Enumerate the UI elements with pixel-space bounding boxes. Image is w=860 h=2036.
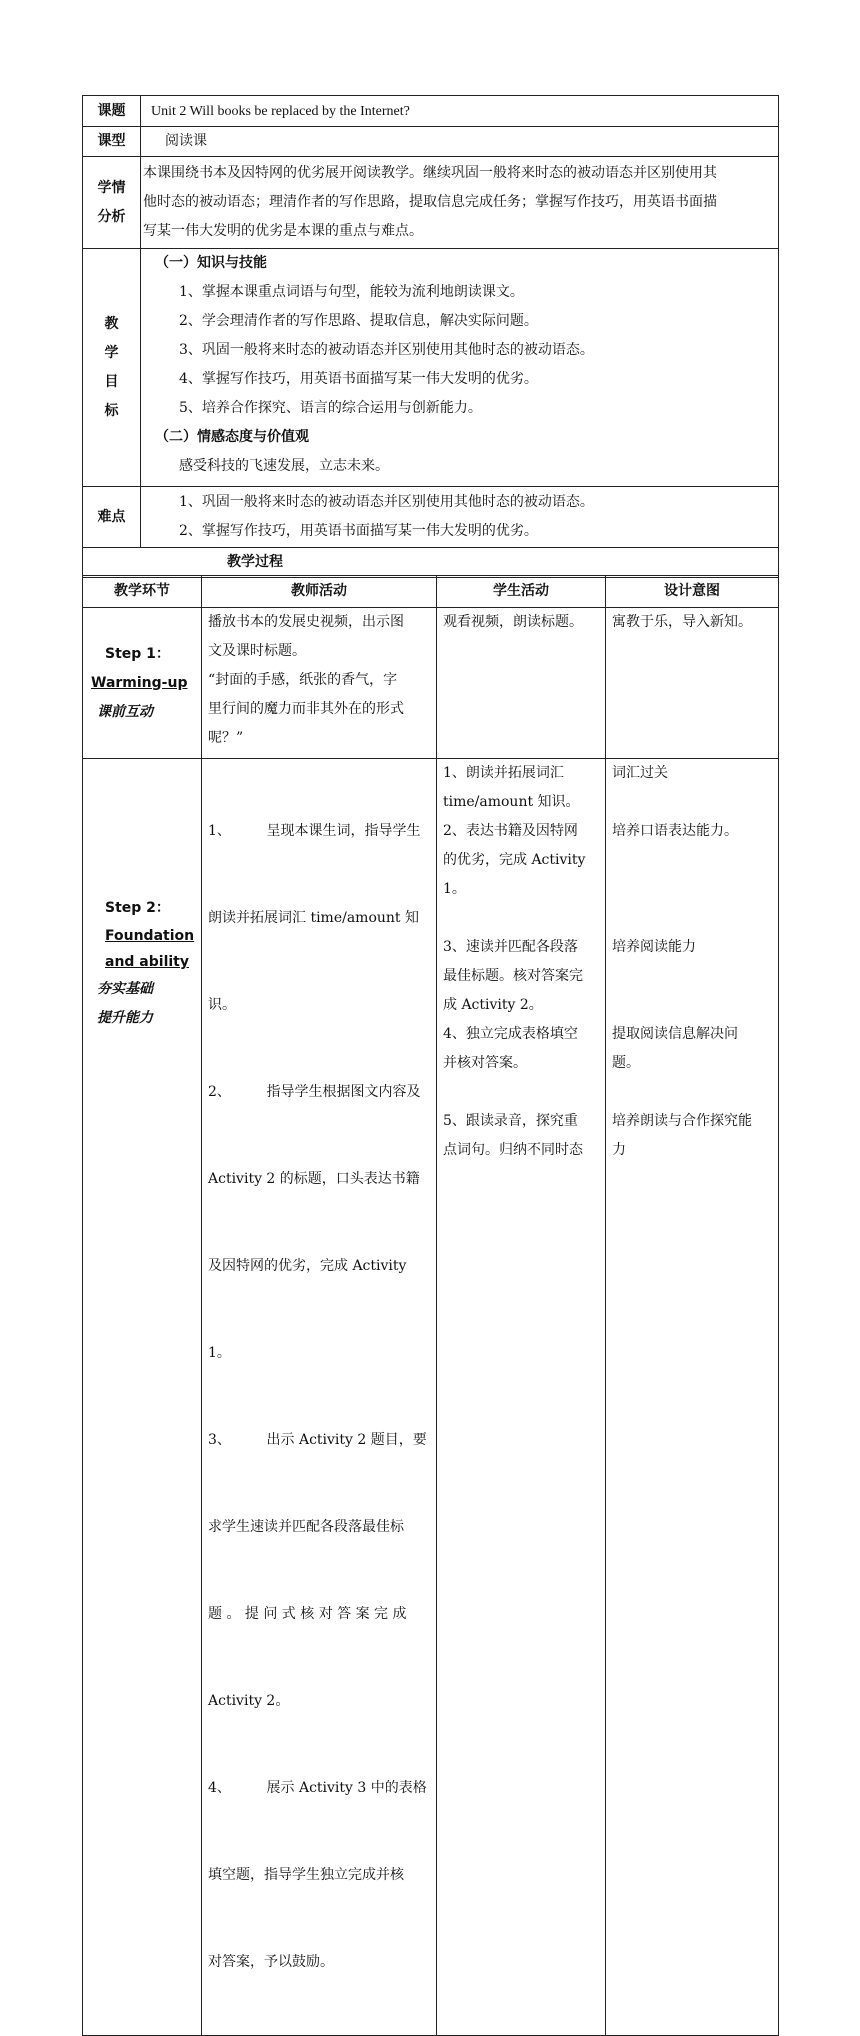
process-title-cell (83, 548, 779, 578)
step2-teacher-line: 3、 出示 Activity 2 题目，要 (208, 1432, 427, 1448)
step2-intent-cell (606, 759, 779, 2036)
step2-teacher-line: 对答案，予以鼓励。 (208, 1954, 334, 1970)
step2-student-line: 3、速读并匹配各段落 (443, 939, 578, 955)
step2-student-line: time/amount 知识。 (443, 794, 580, 810)
step1-label-cell (83, 608, 202, 759)
goal-item: 5、培养合作探究、语言的综合运用与创新能力。 (179, 400, 482, 416)
col-header-teacher: 教师活动 (202, 576, 437, 608)
step2-teacher-line: 2、 指导学生根据图文内容及 (208, 1084, 421, 1100)
step1-english: Warming-up (91, 674, 188, 691)
type-label: 课型 (83, 127, 141, 157)
step2-label: Step 2： (105, 900, 170, 916)
step2-student-line (443, 904, 599, 933)
table-row (83, 608, 779, 759)
analysis-line: 写某一伟大发明的优劣是本课的重点与难点。 (143, 223, 423, 239)
step2-intent-line: 培养朗读与合作探究能 (612, 1113, 752, 1129)
goals-content (141, 249, 779, 487)
goal-item: 1、掌握本课重点词语与句型，能较为流利地朗读课文。 (179, 284, 524, 300)
goal-emotion-text: 感受科技的飞速发展，立志未来。 (179, 458, 389, 474)
analysis-line: 本课围绕书本及因特网的优劣展开阅读教学。继续巩固一般将来时态的被动语态并区别使用其 (143, 165, 717, 181)
step1-teacher-line: 里行间的魔力而非其外在的形式 (208, 701, 404, 717)
step2-intent-line (612, 904, 772, 933)
col-header-student: 学生活动 (437, 576, 606, 608)
step2-student-line: 1。 (443, 881, 466, 897)
col-header-stage: 教学环节 (83, 576, 202, 608)
step1-teacher-line: 播放书本的发展史视频，出示图 (208, 614, 404, 630)
step2-teacher-cell (202, 759, 437, 2036)
step1-chinese: 课前互动 (97, 703, 153, 720)
step2-intent-line: 力 (612, 1142, 626, 1158)
step2-teacher-line: Activity 2。 (208, 1693, 290, 1709)
step2-intent-line (612, 788, 772, 817)
goals-label (83, 249, 141, 487)
step2-english-1: Foundation (105, 928, 195, 944)
step2-student-line: 1、朗读并拓展词汇 (443, 765, 564, 781)
table-row (83, 759, 779, 2036)
difficulty-content (141, 487, 779, 548)
step2-teacher-line: 朗读并拓展词汇 time/amount 知 (208, 910, 419, 926)
goals-label-char: 学 (104, 344, 119, 361)
step1-label: Step 1： (105, 645, 170, 662)
step2-intent-line: 培养阅读能力 (612, 939, 696, 955)
process-title: 教学过程 (227, 554, 283, 570)
step2-teacher-line: 1。 (208, 1345, 231, 1361)
step2-teacher-line: 1、 呈现本课生词，指导学生 (208, 823, 421, 839)
step2-teacher-line: 题 。 提 问 式 核 对 答 案 完 成 (208, 1606, 407, 1622)
step2-intent-line: 词汇过关 (612, 765, 668, 781)
step2-student-line: 并核对答案。 (443, 1055, 527, 1071)
step2-intent-line (612, 846, 772, 875)
step1-teacher-line: 文及课时标题。 (208, 643, 306, 659)
step2-intent-line (612, 1078, 772, 1107)
step2-chinese-2: 提升能力 (97, 1010, 153, 1026)
analysis-label-line-2: 分析 (97, 208, 126, 225)
step2-teacher-line: 及因特网的优劣，完成 Activity (208, 1258, 407, 1274)
step2-label-cell (83, 759, 202, 2036)
step2-student-line: 成 Activity 2。 (443, 997, 543, 1013)
lesson-info-table (82, 95, 779, 578)
step1-intent-cell: 寓教于乐，导入新知。 (606, 608, 779, 759)
step2-student-line: 4、独立完成表格填空 (443, 1026, 578, 1042)
difficulty-label: 难点 (83, 487, 141, 548)
topic-label: 课题 (83, 96, 141, 127)
topic-value: Unit 2 Will books be replaced by the Internet? (141, 96, 779, 127)
step2-intent-line (612, 962, 772, 991)
goal-item: 4、掌握写作技巧，用英语书面描写某一伟大发明的优劣。 (179, 371, 538, 387)
step2-student-line: 5、跟读录音，探究重 (443, 1113, 578, 1129)
type-value: 阅读课 (141, 127, 779, 157)
teaching-process-table (82, 575, 779, 2036)
step2-student-line (443, 1078, 599, 1107)
step2-student-line: 2、表达书籍及因特网 (443, 823, 578, 839)
goals-heading-emotion: （二）情感态度与价值观 (155, 429, 309, 445)
difficulty-item: 1、巩固一般将来时态的被动语态并区别使用其他时态的被动语态。 (179, 494, 594, 510)
step2-student-line: 的优劣，完成 Activity (443, 852, 586, 868)
step2-intent-line: 题。 (612, 1055, 640, 1071)
step2-intent-line: 提取阅读信息解决问 (612, 1026, 738, 1042)
goals-label-char: 标 (104, 402, 119, 419)
step2-student-line: 最佳标题。核对答案完 (443, 968, 583, 984)
difficulty-item: 2、掌握写作技巧，用英语书面描写某一伟大发明的优劣。 (179, 523, 538, 539)
analysis-label (83, 157, 141, 249)
step2-intent-line (612, 991, 772, 1020)
step2-english-2: and ability (105, 954, 189, 970)
step2-intent-line: 培养口语表达能力。 (612, 823, 738, 839)
step2-teacher-line: Activity 2 的标题，口头表达书籍 (208, 1171, 420, 1187)
goals-label-char: 教 (104, 315, 119, 332)
analysis-line: 他时态的被动语态；理清作者的写作思路，提取信息完成任务；掌握写作技巧，用英语书面描 (143, 194, 717, 210)
step2-teacher-line: 识。 (208, 997, 236, 1013)
step2-teacher-line: 求学生速读并匹配各段落最佳标 (208, 1519, 404, 1535)
step2-teacher-line: 填空题，指导学生独立完成并核 (208, 1867, 404, 1883)
step2-student-cell (437, 759, 606, 2036)
step1-student-cell: 观看视频，朗读标题。 (437, 608, 606, 759)
step1-teacher-line: “封面的手感，纸张的香气，字 (208, 672, 398, 688)
step2-student-line: 点词句。归纳不同时态 (443, 1142, 583, 1158)
step1-teacher-cell (202, 608, 437, 759)
step2-intent-line (612, 875, 772, 904)
step2-chinese-1: 夯实基础 (97, 981, 153, 997)
step1-teacher-line: 呢？” (208, 730, 244, 746)
goals-label-char: 目 (104, 373, 119, 390)
goals-heading-knowledge: （一）知识与技能 (155, 255, 267, 271)
analysis-label-line-1: 学情 (97, 179, 126, 196)
col-header-intent: 设计意图 (606, 576, 779, 608)
step2-teacher-line: 4、 展示 Activity 3 中的表格 (208, 1780, 427, 1796)
goal-item: 2、学会理清作者的写作思路、提取信息，解决实际问题。 (179, 313, 538, 329)
analysis-content (141, 157, 779, 249)
goal-item: 3、巩固一般将来时态的被动语态并区别使用其他时态的被动语态。 (179, 342, 594, 358)
